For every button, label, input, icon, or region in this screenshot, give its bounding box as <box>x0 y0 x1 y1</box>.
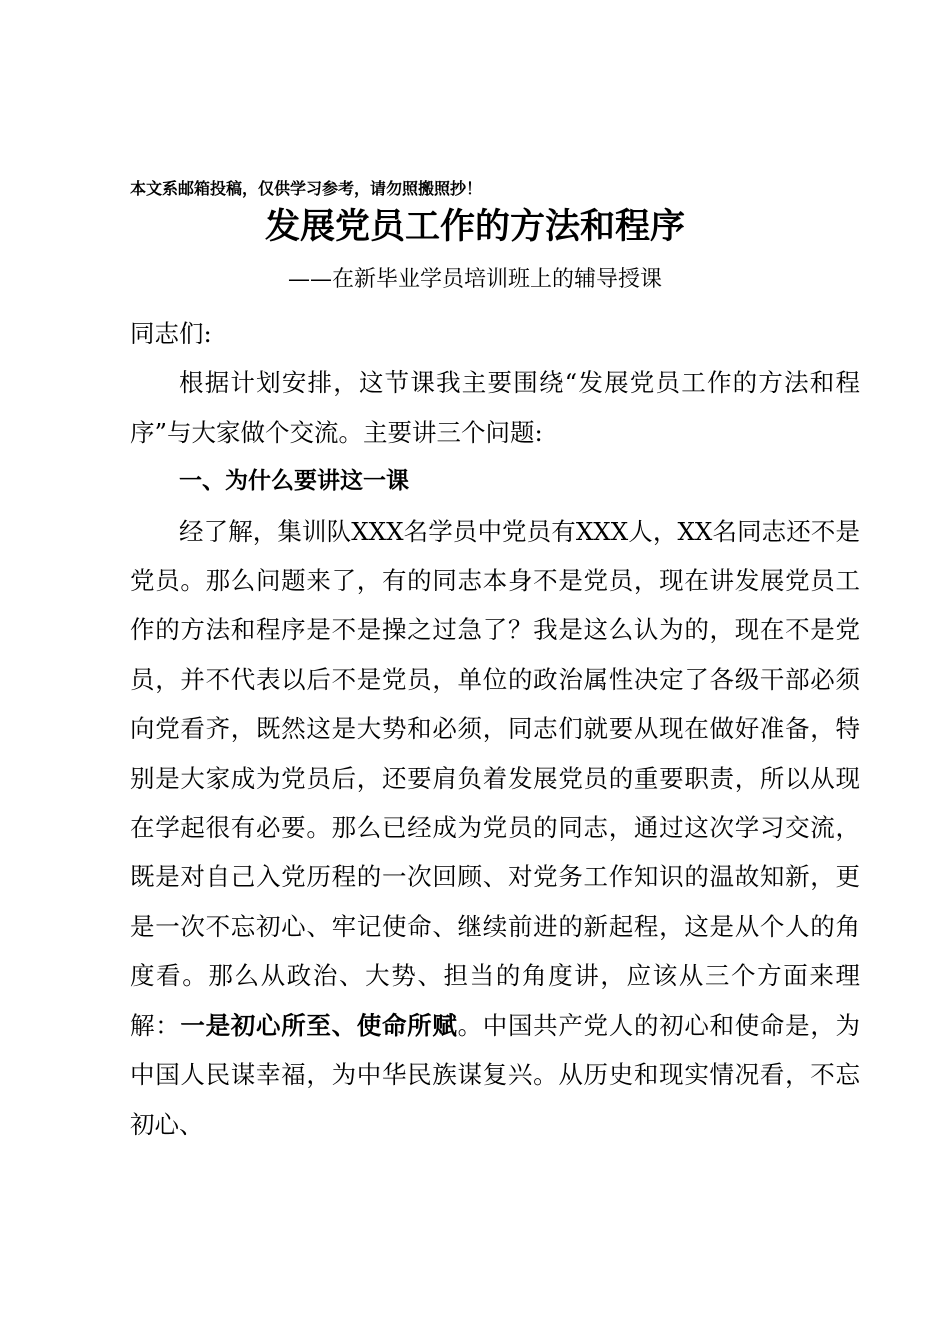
document-title: 发展党员工作的方法和程序 <box>264 206 685 247</box>
document-body <box>130 309 860 1149</box>
paragraph-text-continued: 。中国共产党人的初心和使命是，为中国人民谋幸福，为中华民族谋复兴。从历史和现实情况看，不忘初心、 <box>130 1010 861 1139</box>
section-heading: 一、为什么要讲这一课 <box>179 468 409 495</box>
notice-line: 本文系邮箱投稿，仅供学习参考，请勿照搬照抄！ <box>130 179 483 198</box>
bold-point: 一是初心所至、使命所赋 <box>180 1010 458 1040</box>
salutation: 同志们: <box>130 319 212 348</box>
document-subtitle: ——在新毕业学员培训班上的辅导授课 <box>287 267 662 292</box>
intro-paragraph: 根据计划安排，这节课我主要围绕“发展党员工作的方法和程序”与大家做个交流。主要讲三个问题: <box>130 368 860 447</box>
paragraph-text: 经了解，集训队XXX名学员中党员有XXX人，XX名同志还不是党员。那么问题来了，有的同志本身不是党员，现在讲发展党员工作的方法和程序是不是操之过急了？我是这么认为的，现在不是党员，并不代表以后不是党员，单位的政治属性决定了各级干部必须向党看齐，既然这是大势和必须，同志们就要从现在做好准备，特别是大家成为党员后，还要肩负着发展党员的重要职责，所以从现在学起很有必要。那么已经成为党员的同志，通过这次学习交流，既是对自己入党历程的一次回顾、对党务工作知识的温故知新，更是一次不忘初心、牢记使命、继续前进的新起程，这是从个人的角度看。那么从政治、大势、担当的角度讲，应该从三个方面来理解： <box>130 516 860 1040</box>
section-paragraph <box>130 507 860 1149</box>
